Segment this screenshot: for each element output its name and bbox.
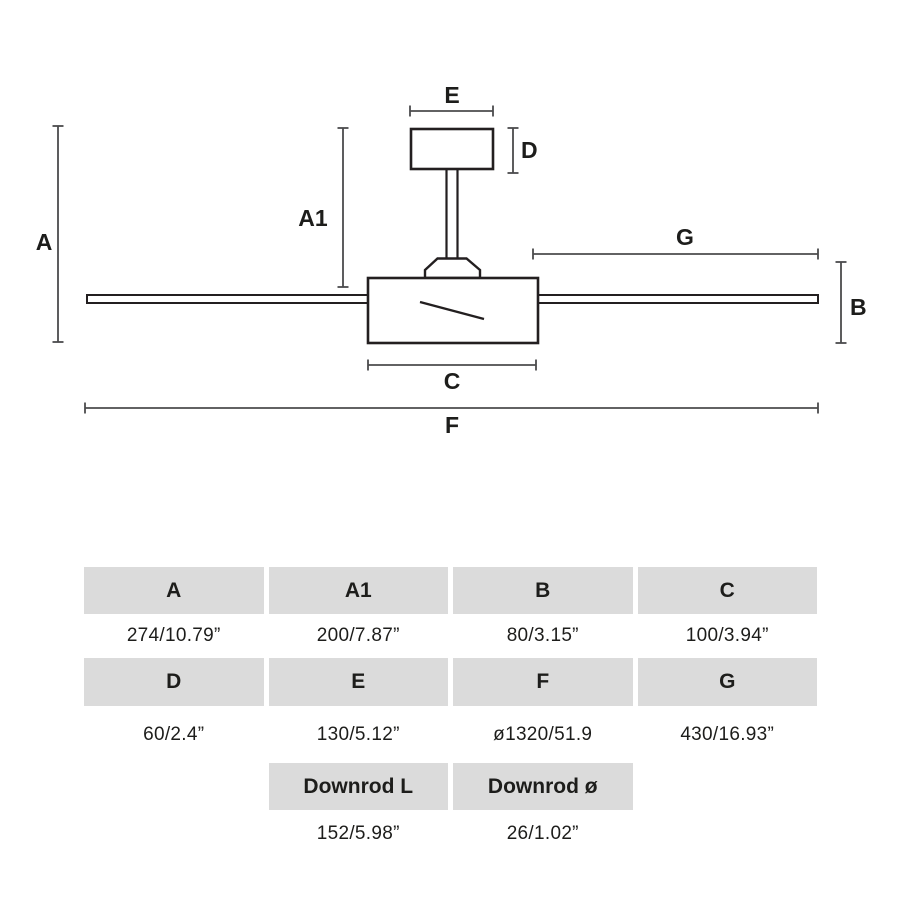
table-header-cell-E: E: [269, 658, 449, 706]
table-value-downrod-diameter: 26/1.02”: [453, 810, 633, 858]
table-value-E: 130/5.12”: [269, 706, 449, 763]
table-value-B: 80/3.15”: [453, 614, 633, 658]
table-header-cell-D: D: [84, 658, 264, 706]
table-header-cell-G: G: [638, 658, 818, 706]
table-header-cell-A1: A1: [269, 567, 449, 614]
table-spacer-cell: [84, 810, 264, 858]
table-spacer-cell: [638, 810, 818, 858]
dim-line-D: [508, 128, 519, 173]
table-header-cell-B: B: [453, 567, 633, 614]
table-value-D: 60/2.4”: [84, 706, 264, 763]
table-value-C: 100/3.94”: [638, 614, 818, 658]
dimensions-table: [84, 567, 817, 858]
dim-label-A1: A1: [298, 205, 328, 231]
dim-label-F: F: [444, 412, 460, 438]
dim-line-A: [53, 126, 64, 342]
fan-blade-left: [87, 295, 368, 303]
table-value-G: 430/16.93”: [638, 706, 818, 763]
dim-label-C: C: [443, 368, 461, 394]
dim-line-A1: [338, 128, 349, 287]
fan-drawing: [87, 129, 818, 343]
fan-downrod: [447, 168, 458, 263]
table-header-cell-A: A: [84, 567, 264, 614]
table-spacer-cell: [84, 763, 264, 810]
dim-line-G: [533, 249, 818, 260]
dim-label-G: G: [676, 224, 694, 250]
fan-canopy: [411, 129, 493, 169]
dim-label-D: D: [521, 137, 538, 163]
dim-line-B: [836, 262, 847, 343]
table-value-downrod-length: 152/5.98”: [269, 810, 449, 858]
dim-label-A: A: [35, 229, 53, 255]
table-spacer-cell: [638, 763, 818, 810]
dim-label-B: B: [850, 294, 867, 320]
table-header-cell-C: C: [638, 567, 818, 614]
table-header-cell-F: F: [453, 658, 633, 706]
table-header-cell-downrod-diameter: Downrod ø: [453, 763, 633, 810]
table-value-F: ø1320/51.9: [453, 706, 633, 763]
table-header-cell-downrod-length: Downrod L: [269, 763, 449, 810]
fan-blade-right: [537, 295, 818, 303]
dim-label-E: E: [444, 82, 460, 108]
table-value-A: 274/10.79”: [84, 614, 264, 658]
table-value-A1: 200/7.87”: [269, 614, 449, 658]
fan-mount-cap: [425, 259, 480, 279]
